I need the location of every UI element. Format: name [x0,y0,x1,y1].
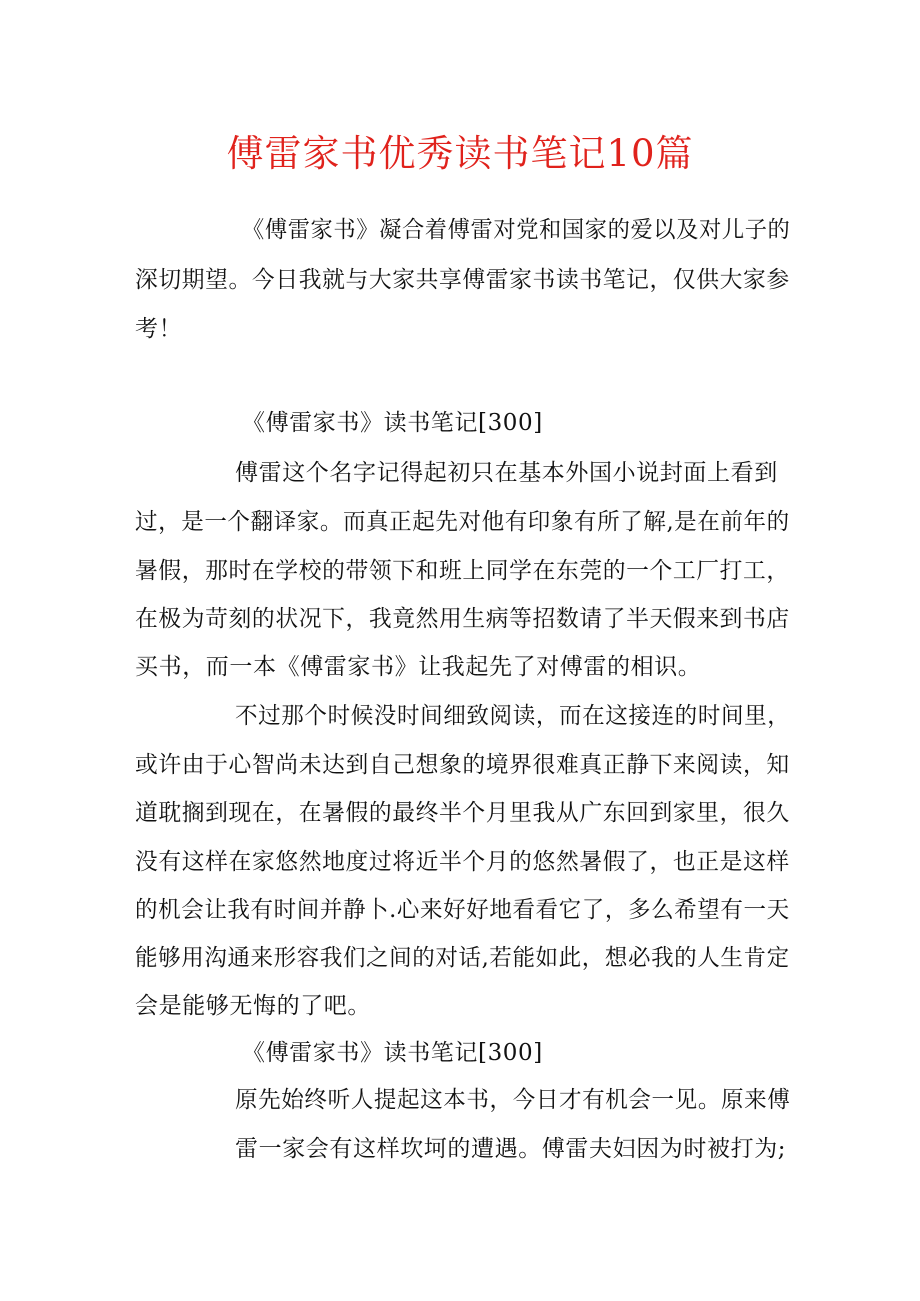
paragraph-line: 或许由于心智尚未达到自己想象的境界很难真正静下来阅读，知 [135,752,790,778]
paragraph-line: 没有这样在家悠然地度过将近半个月的悠然暑假了，也正是这样 [135,849,790,875]
paragraph-line: 的机会让我有时间并静卜.心来好好地看看它了，多么希望有一天 [135,897,790,923]
paragraph-line: 在极为苛刻的状况下，我竟然用生病等招数请了半天假来到书店 [135,606,790,632]
intro-line: 《傅雷家书》凝合着傅雷对党和国家的爱以及对儿子的 [242,217,791,243]
intro-line: 考！ [135,316,183,342]
paragraph-line: 傅雷这个名字记得起初只在基本外国小说封面上看到 [235,460,778,486]
paragraph-line: 买书，而一本《傅雷家书》让我起先了对傅雷的相识。 [135,654,702,680]
paragraph-line: 过，是一个翻译家。而真正起先对他有印象有所了解,是在前年的 [135,509,790,535]
section-heading: 《傅雷家书》读书笔记[300] [242,1040,543,1066]
document-title: 傅雷家书优秀读书笔记10篇 [226,132,694,175]
paragraph-line: 雷一家会有这样坎坷的遭遇。傅雷夫妇因为时被打为; [235,1136,787,1162]
section-heading: 《傅雷家书》读书笔记[300] [242,410,543,436]
paragraph-line: 会是能够无悔的了吧。 [135,993,371,1019]
intro-line: 深切期望。今日我就与大家共享傅雷家书读书笔记，仅供大家参 [135,267,790,293]
paragraph-line: 不过那个时候没时间细致阅读，而在这接连的时间里， [235,703,791,729]
paragraph-line: 原先始终听人提起这本书，今日才有机会一见。原来傅 [235,1087,791,1113]
paragraph-line: 暑假，那时在学校的带领下和班上同学在东莞的一个工厂打工， [135,558,790,584]
paragraph-line: 能够用沟通来形容我们之间的对话,若能如此，想必我的人生肯定 [135,945,790,971]
paragraph-line: 道耽搁到现在，在暑假的最终半个月里我从广东回到家里，很久 [135,800,790,826]
